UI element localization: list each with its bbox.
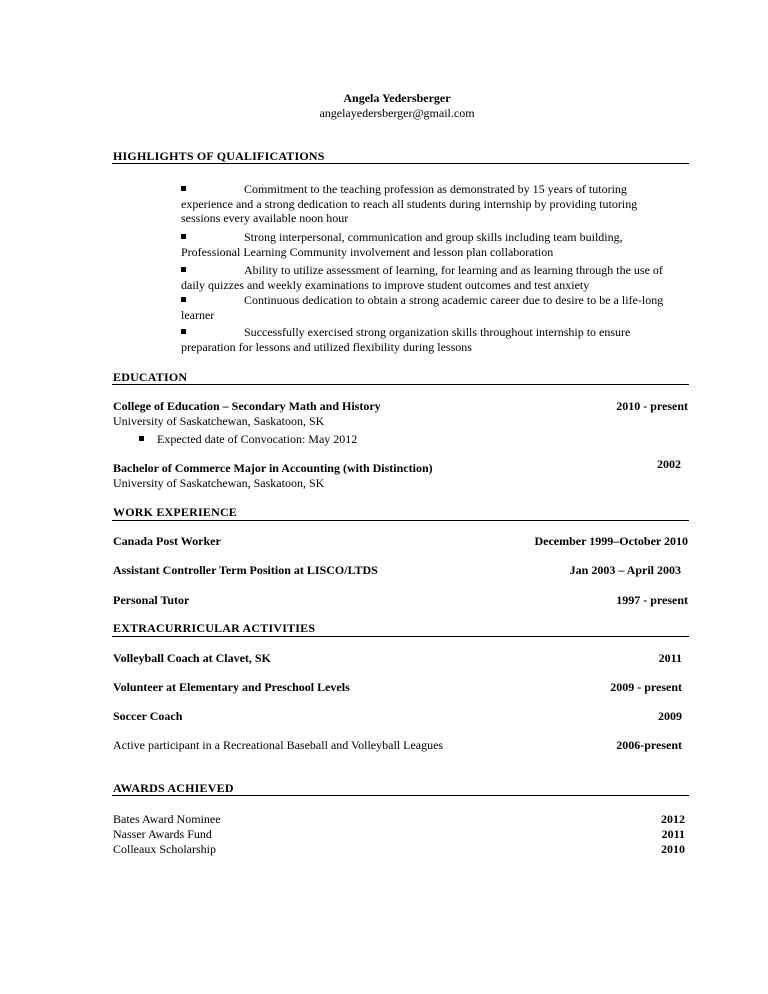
highlight-item: Continuous dedication to obtain a strong academic career due to desire to be a life-long learner xyxy=(181,293,664,322)
work-role: Canada Post Worker xyxy=(113,534,221,548)
highlight-item: Commitment to the teaching profession as demonstrated by 15 years of tutoring experience and a strong dedication to reach all students during internship by providing tutoring sessions every available noon hour xyxy=(181,182,638,225)
award-name: Bates Award Nominee xyxy=(113,812,221,826)
award-year: 2011 xyxy=(661,827,685,841)
section-title-highlights: HIGHLIGHTS OF QUALIFICATIONS xyxy=(113,149,325,163)
activity-date: 2011 xyxy=(658,651,682,665)
education-note: Expected date of Convocation: May 2012 xyxy=(139,432,357,447)
section-title-education: EDUCATION xyxy=(113,370,188,384)
section-divider xyxy=(112,636,689,637)
work-role: Personal Tutor xyxy=(113,593,190,607)
section-title-work: WORK EXPERIENCE xyxy=(113,505,238,519)
bullet-icon xyxy=(181,267,186,272)
education-school: University of Saskatchewan, Saskatoon, SK xyxy=(113,414,325,428)
resume-email: angelayedersberger@gmail.com xyxy=(319,106,475,120)
section-title-awards: AWARDS ACHIEVED xyxy=(113,781,234,795)
highlight-item: Ability to utilize assessment of learning, for learning and as learning through the use of daily quizzes and weekly examinations to improve student outcomes and test anxiety xyxy=(181,263,663,292)
work-date: December 1999–October 2010 xyxy=(534,534,688,548)
award-year: 2012 xyxy=(661,812,685,826)
activity-date: 2009 xyxy=(658,709,682,723)
section-divider xyxy=(112,520,689,521)
education-date: 2002 xyxy=(657,457,681,471)
award-name: Nasser Awards Fund xyxy=(113,827,212,841)
bullet-icon xyxy=(181,186,186,191)
bullet-icon xyxy=(181,234,186,239)
bullet-icon xyxy=(139,436,144,441)
activity-date: 2009 - present xyxy=(610,680,682,694)
work-role: Assistant Controller Term Position at LISCO/LTDS xyxy=(113,563,378,577)
activity-date: 2006-present xyxy=(616,738,682,752)
activity-name: Active participant in a Recreational Baseball and Volleyball Leagues xyxy=(113,738,444,752)
bullet-icon xyxy=(181,329,186,334)
section-divider xyxy=(112,795,689,796)
work-date: 1997 - present xyxy=(616,593,688,607)
award-year: 2010 xyxy=(661,842,685,856)
section-divider xyxy=(112,163,689,164)
section-title-extracurricular: EXTRACURRICULAR ACTIVITIES xyxy=(113,621,316,635)
highlight-item: Successfully exercised strong organization skills throughout internship to ensure preparation for lessons and utilized flexibility during lessons xyxy=(181,325,631,354)
bullet-icon xyxy=(181,297,186,302)
activity-name: Soccer Coach xyxy=(113,709,183,723)
resume-name: Angela Yedersberger xyxy=(343,91,451,105)
section-divider xyxy=(112,384,689,385)
education-school: University of Saskatchewan, Saskatoon, SK xyxy=(113,476,325,490)
highlight-item: Strong interpersonal, communication and group skills including team building, Professional Learning Community involvement and lesson plan collaboration xyxy=(181,230,623,259)
activity-name: Volleyball Coach at Clavet, SK xyxy=(113,651,271,665)
education-date: 2010 - present xyxy=(616,399,688,413)
education-degree: Bachelor of Commerce Major in Accounting (with Distinction) xyxy=(113,461,433,475)
activity-name: Volunteer at Elementary and Preschool Levels xyxy=(113,680,350,694)
education-degree: College of Education – Secondary Math and History xyxy=(113,399,381,413)
award-name: Colleaux Scholarship xyxy=(113,842,216,856)
work-date: Jan 2003 – April 2003 xyxy=(569,563,681,577)
